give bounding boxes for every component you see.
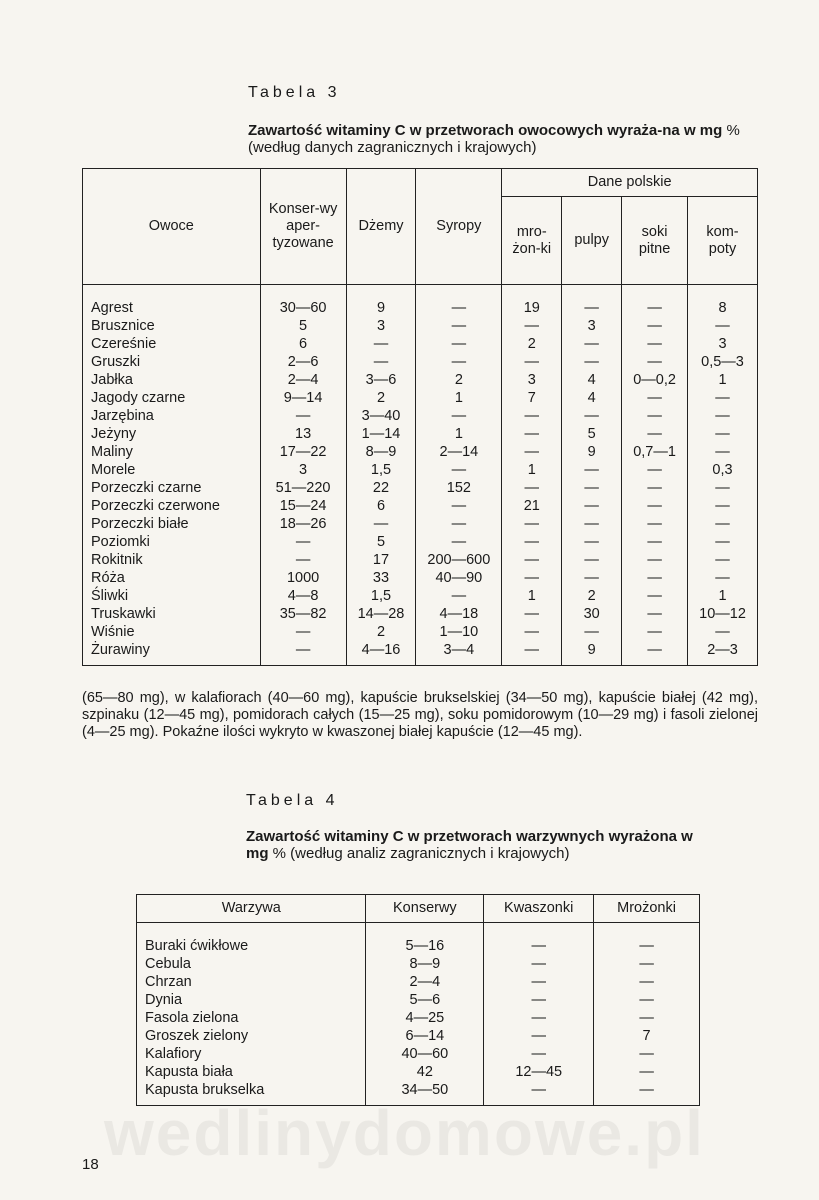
cell-konserwy: —: [260, 551, 346, 569]
table-row: [83, 587, 758, 605]
cell-kwaszonki: —: [484, 973, 594, 991]
cell-kompoty: 1: [688, 587, 758, 605]
cell-pulpy: 4: [562, 389, 622, 407]
cell-warzywo: Cebula: [137, 955, 366, 973]
cell-owoc: Jabłka: [83, 371, 261, 389]
cell-dzemy: 14—28: [346, 605, 416, 623]
table-row: [83, 389, 758, 407]
cell-syropy: —: [416, 353, 502, 371]
cell-pulpy: —: [562, 335, 622, 353]
cell-mrozonki: —: [502, 623, 562, 641]
cell-soki: —: [622, 317, 688, 335]
cell-konserwy: 8—9: [366, 955, 484, 973]
cell-mrozonki: 2: [502, 335, 562, 353]
header-dane-polskie: Dane polskie: [502, 169, 758, 197]
cell-owoc: Truskawki: [83, 605, 261, 623]
cell-soki: —: [622, 605, 688, 623]
cell-owoc: Porzeczki białe: [83, 515, 261, 533]
cell-konserwy: 18—26: [260, 515, 346, 533]
cell-kompoty: 10—12: [688, 605, 758, 623]
header-mrozonki4: Mrożonki: [594, 895, 700, 923]
table-row: [137, 1027, 700, 1045]
table4-caption-bold: Zawartość witaminy C w przetworach warzywnych wyrażona w mg: [246, 828, 693, 862]
table4-caption: [246, 828, 704, 862]
table3-label: Tabela 3: [248, 84, 341, 101]
cell-owoc: Jagody czarne: [83, 389, 261, 407]
cell-kwaszonki: —: [484, 1081, 594, 1106]
cell-kompoty: —: [688, 533, 758, 551]
header-pulpy: pulpy: [562, 197, 622, 285]
cell-syropy: 4—18: [416, 605, 502, 623]
cell-warzywo: Dynia: [137, 991, 366, 1009]
cell-soki: —: [622, 285, 688, 318]
cell-pulpy: 4: [562, 371, 622, 389]
cell-syropy: —: [416, 515, 502, 533]
cell-owoc: Rokitnik: [83, 551, 261, 569]
cell-owoc: Jeżyny: [83, 425, 261, 443]
cell-mrozonki: —: [594, 1045, 700, 1063]
cell-mrozonki: —: [502, 515, 562, 533]
cell-soki: —: [622, 353, 688, 371]
cell-soki: —: [622, 425, 688, 443]
cell-pulpy: —: [562, 461, 622, 479]
cell-kompoty: 1: [688, 371, 758, 389]
table3-caption-bold: Zawartość witaminy C w przetworach owocowych wyraża-na w mg: [248, 122, 723, 139]
cell-kompoty: —: [688, 389, 758, 407]
cell-konserwy: 6—14: [366, 1027, 484, 1045]
cell-soki: —: [622, 407, 688, 425]
cell-konserwy: 1000: [260, 569, 346, 587]
cell-dzemy: 1—14: [346, 425, 416, 443]
cell-owoc: Poziomki: [83, 533, 261, 551]
cell-mrozonki: —: [594, 991, 700, 1009]
cell-konserwy: 17—22: [260, 443, 346, 461]
cell-soki: —: [622, 389, 688, 407]
cell-syropy: 1—10: [416, 623, 502, 641]
table4-body: [137, 923, 700, 1106]
cell-mrozonki: 21: [502, 497, 562, 515]
cell-owoc: Brusznice: [83, 317, 261, 335]
cell-syropy: 1: [416, 389, 502, 407]
cell-kompoty: —: [688, 623, 758, 641]
table-row: [83, 371, 758, 389]
cell-konserwy: 3: [260, 461, 346, 479]
cell-owoc: Maliny: [83, 443, 261, 461]
cell-dzemy: 3—40: [346, 407, 416, 425]
table3-body: [83, 285, 758, 666]
cell-kompoty: 3: [688, 335, 758, 353]
header-mrozonki: mro-żon-ki: [502, 197, 562, 285]
cell-konserwy: 9—14: [260, 389, 346, 407]
cell-konserwy: 40—60: [366, 1045, 484, 1063]
cell-kwaszonki: —: [484, 1045, 594, 1063]
cell-owoc: Gruszki: [83, 353, 261, 371]
table4: [136, 894, 700, 1106]
cell-mrozonki: —: [502, 641, 562, 666]
cell-dzemy: —: [346, 335, 416, 353]
cell-kompoty: —: [688, 425, 758, 443]
cell-pulpy: —: [562, 569, 622, 587]
cell-owoc: Porzeczki czerwone: [83, 497, 261, 515]
table-row: [83, 461, 758, 479]
cell-owoc: Róża: [83, 569, 261, 587]
cell-dzemy: 8—9: [346, 443, 416, 461]
cell-mrozonki: —: [502, 425, 562, 443]
cell-dzemy: 2: [346, 389, 416, 407]
cell-dzemy: 17: [346, 551, 416, 569]
cell-mrozonki: 7: [594, 1027, 700, 1045]
table-row: [83, 533, 758, 551]
cell-syropy: —: [416, 497, 502, 515]
table-row: [137, 991, 700, 1009]
cell-konserwy: 4—8: [260, 587, 346, 605]
page-number: 18: [82, 1156, 99, 1173]
cell-pulpy: —: [562, 407, 622, 425]
cell-warzywo: Chrzan: [137, 973, 366, 991]
cell-warzywo: Fasola zielona: [137, 1009, 366, 1027]
header-kwaszonki: Kwaszonki: [484, 895, 594, 923]
cell-soki: —: [622, 479, 688, 497]
cell-dzemy: 22: [346, 479, 416, 497]
cell-soki: —: [622, 335, 688, 353]
cell-owoc: Żurawiny: [83, 641, 261, 666]
cell-kompoty: —: [688, 569, 758, 587]
cell-mrozonki: —: [502, 317, 562, 335]
cell-syropy: 3—4: [416, 641, 502, 666]
table-row: [83, 285, 758, 318]
table-row: [137, 1063, 700, 1081]
cell-pulpy: —: [562, 353, 622, 371]
cell-syropy: 2—14: [416, 443, 502, 461]
cell-konserwy: 2—4: [366, 973, 484, 991]
cell-dzemy: 9: [346, 285, 416, 318]
cell-mrozonki: —: [502, 479, 562, 497]
header-syropy: Syropy: [416, 169, 502, 285]
cell-mrozonki: 1: [502, 461, 562, 479]
cell-soki: —: [622, 587, 688, 605]
cell-konserwy: 35—82: [260, 605, 346, 623]
cell-pulpy: —: [562, 515, 622, 533]
cell-pulpy: —: [562, 623, 622, 641]
cell-kompoty: —: [688, 407, 758, 425]
cell-konserwy: —: [260, 407, 346, 425]
cell-soki: —: [622, 497, 688, 515]
cell-warzywo: Kapusta brukselka: [137, 1081, 366, 1106]
cell-mrozonki: 1: [502, 587, 562, 605]
cell-kompoty: —: [688, 515, 758, 533]
cell-soki: 0—0,2: [622, 371, 688, 389]
cell-syropy: 152: [416, 479, 502, 497]
cell-dzemy: 2: [346, 623, 416, 641]
cell-kwaszonki: —: [484, 1009, 594, 1027]
cell-mrozonki: —: [502, 551, 562, 569]
table3: [82, 168, 758, 666]
header-soki: soki pitne: [622, 197, 688, 285]
cell-syropy: —: [416, 317, 502, 335]
cell-kwaszonki: —: [484, 991, 594, 1009]
cell-pulpy: —: [562, 479, 622, 497]
table-row: [83, 497, 758, 515]
cell-konserwy: 5—16: [366, 923, 484, 956]
cell-owoc: Czereśnie: [83, 335, 261, 353]
table-row: [83, 443, 758, 461]
cell-mrozonki: —: [502, 605, 562, 623]
cell-dzemy: 3—6: [346, 371, 416, 389]
cell-konserwy: 2—6: [260, 353, 346, 371]
cell-dzemy: 3: [346, 317, 416, 335]
cell-owoc: Porzeczki czarne: [83, 479, 261, 497]
body-paragraph: (65—80 mg), w kalafiorach (40—60 mg), kapuście brukselskiej (34—50 mg), kapuście białej (42 mg), szpinaku (12—45 mg), pomidorach całych (15—25 mg), soku pomidorowym (10—29 mg) i fasoli zielonej (4—25 mg). Pokaźne ilości wykryto w kwaszonej białej kapuście (12—45 mg).: [82, 690, 758, 740]
cell-konserwy: 51—220: [260, 479, 346, 497]
cell-konserwy: —: [260, 623, 346, 641]
header-warzywa: Warzywa: [137, 895, 366, 923]
cell-warzywo: Groszek zielony: [137, 1027, 366, 1045]
header-kompoty: kom-poty: [688, 197, 758, 285]
cell-pulpy: 30: [562, 605, 622, 623]
cell-konserwy: 13: [260, 425, 346, 443]
cell-konserwy: 5: [260, 317, 346, 335]
cell-dzemy: 4—16: [346, 641, 416, 666]
cell-owoc: Agrest: [83, 285, 261, 318]
table-row: [83, 641, 758, 666]
header-konserwy4: Konserwy: [366, 895, 484, 923]
table-row: [137, 955, 700, 973]
cell-dzemy: 33: [346, 569, 416, 587]
table-row: [83, 317, 758, 335]
cell-dzemy: 5: [346, 533, 416, 551]
cell-soki: —: [622, 641, 688, 666]
cell-mrozonki: 19: [502, 285, 562, 318]
cell-dzemy: 1,5: [346, 461, 416, 479]
cell-owoc: Morele: [83, 461, 261, 479]
table3-caption-rest: % (według danych zagranicznych i krajowych): [248, 122, 740, 156]
cell-soki: —: [622, 533, 688, 551]
cell-mrozonki: —: [594, 1063, 700, 1081]
cell-mrozonki: —: [502, 407, 562, 425]
table-row: [137, 1045, 700, 1063]
cell-pulpy: —: [562, 285, 622, 318]
cell-pulpy: —: [562, 533, 622, 551]
cell-soki: 0,7—1: [622, 443, 688, 461]
cell-kwaszonki: —: [484, 955, 594, 973]
cell-soki: —: [622, 569, 688, 587]
cell-kompoty: —: [688, 551, 758, 569]
cell-soki: —: [622, 515, 688, 533]
cell-mrozonki: —: [594, 1009, 700, 1027]
table-row: [83, 425, 758, 443]
cell-mrozonki: 7: [502, 389, 562, 407]
header-owoce: Owoce: [83, 169, 261, 285]
cell-mrozonki: —: [594, 973, 700, 991]
cell-syropy: —: [416, 407, 502, 425]
cell-konserwy: 6: [260, 335, 346, 353]
cell-kompoty: 2—3: [688, 641, 758, 666]
cell-kwaszonki: —: [484, 923, 594, 956]
cell-mrozonki: —: [502, 569, 562, 587]
cell-mrozonki: —: [502, 353, 562, 371]
cell-owoc: Wiśnie: [83, 623, 261, 641]
cell-mrozonki: 3: [502, 371, 562, 389]
cell-kompoty: —: [688, 317, 758, 335]
cell-kompoty: —: [688, 443, 758, 461]
cell-owoc: Jarzębina: [83, 407, 261, 425]
table-row: [83, 335, 758, 353]
table4-label: Tabela 4: [246, 792, 339, 809]
table-row: [83, 407, 758, 425]
header-konserwy: Konser-wy aper-tyzowane: [260, 169, 346, 285]
cell-owoc: Śliwki: [83, 587, 261, 605]
table-row: [83, 479, 758, 497]
cell-warzywo: Buraki ćwikłowe: [137, 923, 366, 956]
cell-pulpy: 9: [562, 443, 622, 461]
cell-syropy: —: [416, 335, 502, 353]
cell-warzywo: Kapusta biała: [137, 1063, 366, 1081]
cell-mrozonki: —: [502, 533, 562, 551]
table-row: [83, 353, 758, 371]
cell-konserwy: 4—25: [366, 1009, 484, 1027]
table-row: [137, 973, 700, 991]
cell-pulpy: —: [562, 551, 622, 569]
cell-pulpy: 2: [562, 587, 622, 605]
cell-konserwy: 15—24: [260, 497, 346, 515]
cell-pulpy: 9: [562, 641, 622, 666]
table-row: [83, 623, 758, 641]
cell-kompoty: 0,3: [688, 461, 758, 479]
cell-pulpy: —: [562, 497, 622, 515]
cell-kwaszonki: —: [484, 1027, 594, 1045]
cell-syropy: —: [416, 587, 502, 605]
cell-konserwy: 42: [366, 1063, 484, 1081]
table-row: [137, 923, 700, 956]
cell-dzemy: 1,5: [346, 587, 416, 605]
cell-pulpy: 3: [562, 317, 622, 335]
cell-konserwy: 5—6: [366, 991, 484, 1009]
cell-konserwy: —: [260, 641, 346, 666]
cell-soki: —: [622, 461, 688, 479]
cell-konserwy: 34—50: [366, 1081, 484, 1106]
cell-kompoty: —: [688, 479, 758, 497]
header-dzemy: Dżemy: [346, 169, 416, 285]
table4-caption-rest: % (według analiz zagranicznych i krajowych): [268, 845, 570, 862]
table-row: [137, 1009, 700, 1027]
table3-caption: [248, 122, 760, 156]
cell-soki: —: [622, 551, 688, 569]
cell-mrozonki: —: [502, 443, 562, 461]
cell-dzemy: —: [346, 515, 416, 533]
cell-mrozonki: —: [594, 955, 700, 973]
cell-kwaszonki: 12—45: [484, 1063, 594, 1081]
cell-syropy: 200—600: [416, 551, 502, 569]
cell-dzemy: —: [346, 353, 416, 371]
cell-syropy: 2: [416, 371, 502, 389]
table-row: [83, 605, 758, 623]
cell-syropy: —: [416, 533, 502, 551]
cell-konserwy: 2—4: [260, 371, 346, 389]
table-row: [83, 569, 758, 587]
cell-syropy: —: [416, 461, 502, 479]
cell-soki: —: [622, 623, 688, 641]
cell-mrozonki: —: [594, 923, 700, 956]
cell-konserwy: 30—60: [260, 285, 346, 318]
cell-kompoty: 0,5—3: [688, 353, 758, 371]
cell-kompoty: —: [688, 497, 758, 515]
table-row: [83, 551, 758, 569]
cell-warzywo: Kalafiory: [137, 1045, 366, 1063]
table-row: [83, 515, 758, 533]
cell-dzemy: 6: [346, 497, 416, 515]
cell-mrozonki: —: [594, 1081, 700, 1106]
cell-konserwy: —: [260, 533, 346, 551]
cell-syropy: 40—90: [416, 569, 502, 587]
watermark: wedlinydomowe.pl: [104, 1097, 705, 1169]
cell-syropy: 1: [416, 425, 502, 443]
cell-kompoty: 8: [688, 285, 758, 318]
cell-syropy: —: [416, 285, 502, 318]
cell-pulpy: 5: [562, 425, 622, 443]
